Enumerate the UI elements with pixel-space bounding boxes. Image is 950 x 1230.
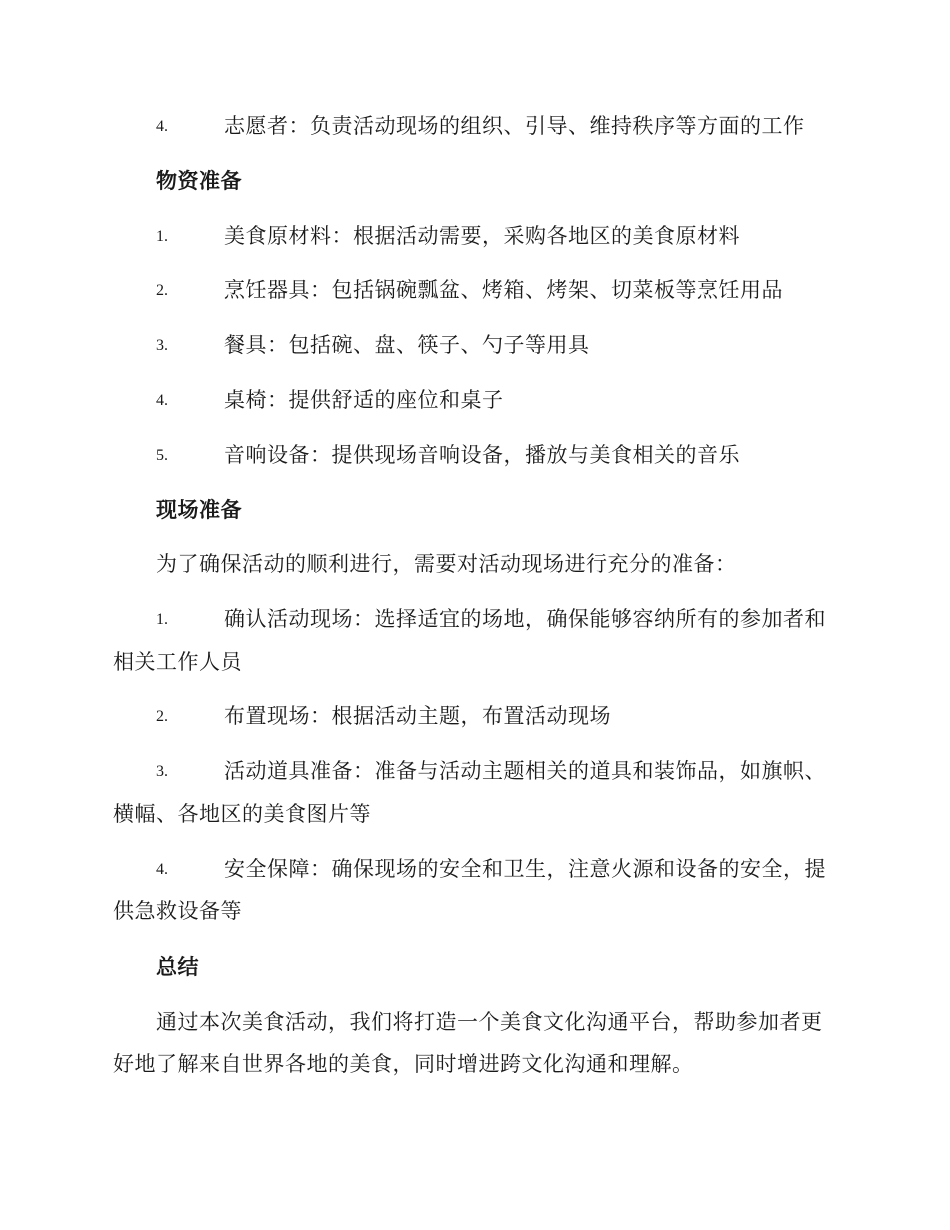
list-item-text: 烹饪器具：包括锅碗瓢盆、烤箱、烤架、切菜板等烹饪用品 — [224, 278, 783, 302]
list-item-number: 4. — [156, 118, 168, 135]
list-item-number: 1. — [156, 228, 168, 245]
list-item-text-continued: 相关工作人员 — [113, 650, 242, 674]
list-item-text: 志愿者：负责活动现场的组织、引导、维持秩序等方面的工作 — [224, 114, 805, 138]
paragraph-summary: 通过本次美食活动，我们将打造一个美食文化沟通平台，帮助参加者更 — [156, 1010, 823, 1034]
list-item-number: 4. — [156, 392, 168, 409]
list-item-number: 2. — [156, 282, 168, 299]
list-item-text: 美食原材料：根据活动需要，采购各地区的美食原材料 — [224, 224, 740, 248]
list-item-text: 桌椅：提供舒适的座位和桌子 — [224, 388, 504, 412]
list-item-number: 4. — [156, 861, 168, 878]
list-item-text: 活动道具准备：准备与活动主题相关的道具和装饰品，如旗帜、 — [224, 759, 826, 783]
section-heading-site: 现场准备 — [156, 497, 242, 522]
paragraph-intro: 为了确保活动的顺利进行，需要对活动现场进行充分的准备： — [156, 552, 737, 576]
list-item-number: 3. — [156, 763, 168, 780]
list-item-text: 安全保障：确保现场的安全和卫生，注意火源和设备的安全，提 — [224, 857, 826, 881]
list-item-text-continued: 供急救设备等 — [113, 899, 242, 923]
list-item-text: 确认活动现场：选择适宜的场地，确保能够容纳所有的参加者和 — [224, 607, 826, 631]
section-heading-materials: 物资准备 — [156, 168, 242, 193]
list-item-text: 音响设备：提供现场音响设备，播放与美食相关的音乐 — [224, 443, 740, 467]
list-item-number: 3. — [156, 337, 168, 354]
paragraph-summary-continued: 好地了解来自世界各地的美食，同时增进跨文化沟通和理解。 — [113, 1052, 694, 1076]
list-item-number: 1. — [156, 611, 168, 628]
list-item-number: 5. — [156, 447, 168, 464]
list-item-text: 布置现场：根据活动主题，布置活动现场 — [224, 704, 611, 728]
section-heading-summary: 总结 — [156, 954, 199, 979]
list-item-text-continued: 横幅、各地区的美食图片等 — [113, 802, 371, 826]
list-item-number: 2. — [156, 708, 168, 725]
list-item-text: 餐具：包括碗、盘、筷子、勺子等用具 — [224, 333, 590, 357]
